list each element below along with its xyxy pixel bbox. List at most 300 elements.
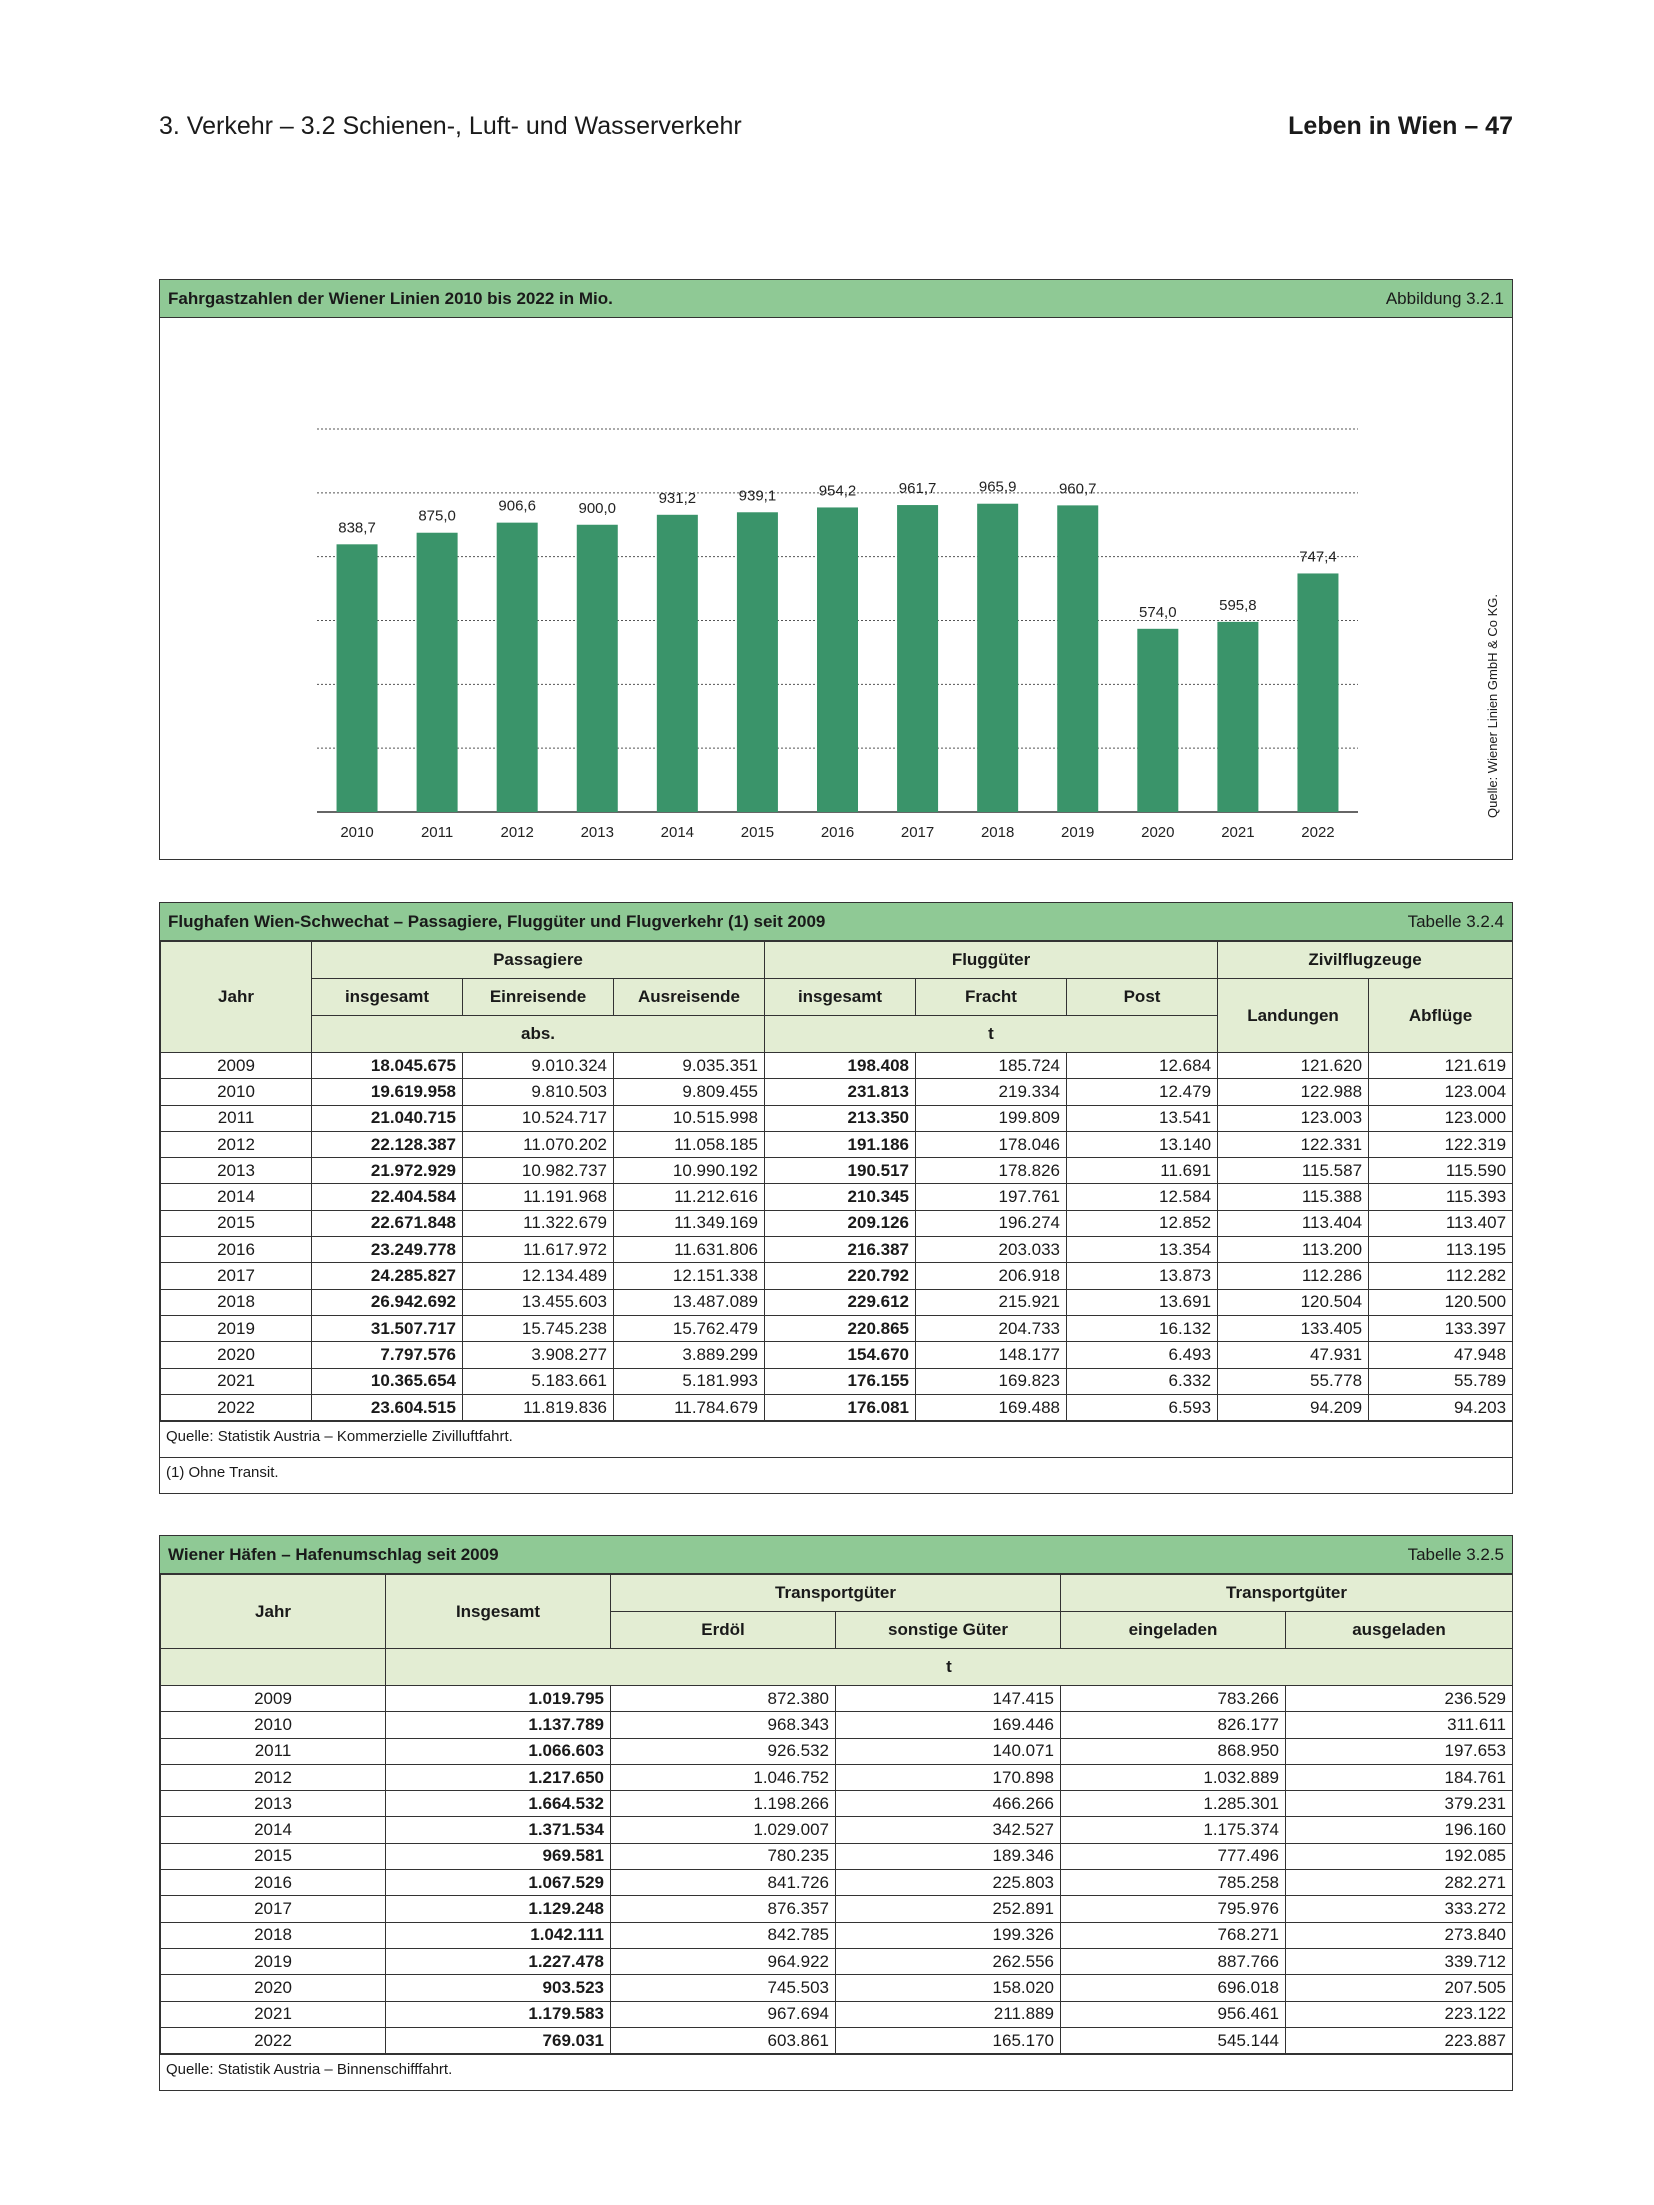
table-cell: 969.581 [386, 1843, 611, 1869]
harbour-table-title: Wiener Häfen – Hafenumschlag seit 2009 [168, 1545, 499, 1564]
table-cell: 231.813 [765, 1079, 916, 1105]
bar-chart [160, 318, 1512, 858]
table-cell: 165.170 [836, 2027, 1061, 2053]
col-header-einreisende: Einreisende [463, 979, 614, 1016]
table-cell: 12.684 [1067, 1053, 1218, 1079]
table-cell: 15.762.479 [614, 1315, 765, 1341]
chart-title-bar [160, 280, 1512, 318]
col-header-landungen: Landungen [1218, 979, 1369, 1053]
table-row [161, 1237, 1513, 1263]
table-cell: 94.203 [1369, 1394, 1513, 1420]
table-cell: 2011 [161, 1105, 312, 1131]
table-cell: 220.865 [765, 1315, 916, 1341]
table-cell: 122.319 [1369, 1131, 1513, 1157]
table-cell: 120.504 [1218, 1289, 1369, 1315]
table-cell: 115.590 [1369, 1158, 1513, 1184]
table-cell: 780.235 [611, 1843, 836, 1869]
table-cell: 23.249.778 [312, 1237, 463, 1263]
table-cell: 1.067.529 [386, 1870, 611, 1896]
table-cell: 203.033 [916, 1237, 1067, 1263]
x-tick-label: 2015 [740, 824, 775, 841]
table-cell: 31.507.717 [312, 1315, 463, 1341]
table-cell: 2014 [161, 1184, 312, 1210]
table-cell: 196.160 [1286, 1817, 1513, 1843]
table-cell: 11.322.679 [463, 1210, 614, 1236]
table-row [161, 1394, 1513, 1420]
table-cell: 2013 [161, 1791, 386, 1817]
table-cell: 2019 [161, 1948, 386, 1974]
table-cell: 1.029.007 [611, 1817, 836, 1843]
table-row [161, 1975, 1513, 2001]
table-row [161, 1738, 1513, 1764]
table-cell: 3.889.299 [614, 1342, 765, 1368]
table-cell: 112.282 [1369, 1263, 1513, 1289]
harbour-table [160, 1574, 1513, 2054]
table-cell: 9.810.503 [463, 1079, 614, 1105]
table-cell: 777.496 [1061, 1843, 1286, 1869]
table-cell: 13.691 [1067, 1289, 1218, 1315]
table-cell: 154.670 [765, 1342, 916, 1368]
table-cell: 926.532 [611, 1738, 836, 1764]
table-cell: 783.266 [1061, 1686, 1286, 1712]
table-cell: 545.144 [1061, 2027, 1286, 2053]
table-cell: 199.809 [916, 1105, 1067, 1131]
x-tick-label: 2014 [660, 824, 695, 841]
table-cell: 120.500 [1369, 1289, 1513, 1315]
unit-header-blank [161, 1649, 386, 1686]
chart-figure-label: Abbildung 3.2.1 [1385, 289, 1504, 308]
bar-2019 [1057, 505, 1098, 812]
table-cell: 10.982.737 [463, 1158, 614, 1184]
bar-2017 [897, 505, 938, 812]
table-cell: 2012 [161, 1131, 312, 1157]
table-cell: 11.058.185 [614, 1131, 765, 1157]
table-cell: 192.085 [1286, 1843, 1513, 1869]
table-cell: 11.631.806 [614, 1237, 765, 1263]
table-cell: 252.891 [836, 1896, 1061, 1922]
page-number: Leben in Wien – 47 [1288, 112, 1513, 140]
table-cell: 113.404 [1218, 1210, 1369, 1236]
table-cell: 115.393 [1369, 1184, 1513, 1210]
table-cell: 2017 [161, 1263, 312, 1289]
table-cell: 2012 [161, 1764, 386, 1790]
table-cell: 603.861 [611, 2027, 836, 2053]
table-cell: 133.405 [1218, 1315, 1369, 1341]
table-cell: 220.792 [765, 1263, 916, 1289]
table-cell: 1.198.266 [611, 1791, 836, 1817]
table-cell: 176.081 [765, 1394, 916, 1420]
col-header-abfluege: Abflüge [1369, 979, 1513, 1053]
col-header-zivilflugzeuge: Zivilflugzeuge [1218, 942, 1513, 979]
table-cell: 2014 [161, 1817, 386, 1843]
table-cell: 22.404.584 [312, 1184, 463, 1210]
table-row [161, 1131, 1513, 1157]
table-cell: 311.611 [1286, 1712, 1513, 1738]
col-header-ausreisende: Ausreisende [614, 979, 765, 1016]
bar-2020 [1137, 629, 1178, 812]
table-cell: 262.556 [836, 1948, 1061, 1974]
x-tick-label: 2012 [500, 824, 534, 841]
table-cell: 9.010.324 [463, 1053, 614, 1079]
table-cell: 199.326 [836, 1922, 1061, 1948]
table-cell: 47.948 [1369, 1342, 1513, 1368]
col-header-jahr: Jahr [161, 1575, 386, 1649]
table-cell: 826.177 [1061, 1712, 1286, 1738]
bar-value-label: 960,7 [1058, 480, 1097, 498]
x-tick-label: 2011 [420, 824, 454, 841]
table-cell: 223.887 [1286, 2027, 1513, 2053]
table-cell: 55.789 [1369, 1368, 1513, 1394]
table-cell: 10.990.192 [614, 1158, 765, 1184]
table-cell: 13.487.089 [614, 1289, 765, 1315]
table-cell: 1.227.478 [386, 1948, 611, 1974]
airport-table [160, 941, 1513, 1421]
table-cell: 26.942.692 [312, 1289, 463, 1315]
table-cell: 148.177 [916, 1342, 1067, 1368]
table-cell: 2009 [161, 1686, 386, 1712]
section-title: 3. Verkehr – 3.2 Schienen-, Luft- und Wasserverkehr [159, 112, 742, 140]
table-cell: 204.733 [916, 1315, 1067, 1341]
table-cell: 219.334 [916, 1079, 1067, 1105]
table-cell: 94.209 [1218, 1394, 1369, 1420]
table-row [161, 1105, 1513, 1131]
table-cell: 9.035.351 [614, 1053, 765, 1079]
table-row [161, 1870, 1513, 1896]
table-row [161, 1289, 1513, 1315]
col-header-post: Post [1067, 979, 1218, 1016]
bar-2021 [1217, 622, 1258, 812]
bar-2014 [657, 515, 698, 812]
table-row [161, 1948, 1513, 1974]
table-cell: 842.785 [611, 1922, 836, 1948]
table-row [161, 1686, 1513, 1712]
table-cell: 12.584 [1067, 1184, 1218, 1210]
table-cell: 11.191.968 [463, 1184, 614, 1210]
table-cell: 6.332 [1067, 1368, 1218, 1394]
col-header-insgesamt: Insgesamt [386, 1575, 611, 1649]
table-cell: 1.137.789 [386, 1712, 611, 1738]
col-header-insgesamt: insgesamt [312, 979, 463, 1016]
table-cell: 887.766 [1061, 1948, 1286, 1974]
table-cell: 2017 [161, 1896, 386, 1922]
col-header-ausgeladen: ausgeladen [1286, 1612, 1513, 1649]
x-tick-label: 2020 [1141, 824, 1175, 841]
table-cell: 5.183.661 [463, 1368, 614, 1394]
table-cell: 12.852 [1067, 1210, 1218, 1236]
table-cell: 768.271 [1061, 1922, 1286, 1948]
table-cell: 11.212.616 [614, 1184, 765, 1210]
table-cell: 2016 [161, 1237, 312, 1263]
harbour-table-title-bar [160, 1536, 1512, 1574]
table-cell: 2016 [161, 1870, 386, 1896]
table-cell: 113.200 [1218, 1237, 1369, 1263]
col-header-fracht: Fracht [916, 979, 1067, 1016]
bar-value-label: 961,7 [898, 480, 937, 498]
table-cell: 213.350 [765, 1105, 916, 1131]
table-cell: 113.407 [1369, 1210, 1513, 1236]
table-cell: 13.541 [1067, 1105, 1218, 1131]
col-header-fluggueter: Fluggüter [765, 942, 1218, 979]
chart-title: Fahrgastzahlen der Wiener Linien 2010 bis 2022 in Mio. [168, 289, 613, 308]
col-header-jahr: Jahr [161, 942, 312, 1053]
table-cell: 2010 [161, 1079, 312, 1105]
table-cell: 2020 [161, 1342, 312, 1368]
table-cell: 22.671.848 [312, 1210, 463, 1236]
table-row [161, 1263, 1513, 1289]
table-cell: 282.271 [1286, 1870, 1513, 1896]
table-cell: 872.380 [611, 1686, 836, 1712]
table-cell: 223.122 [1286, 2001, 1513, 2027]
bar-value-label: 838,7 [338, 519, 376, 537]
x-tick-label: 2021 [1221, 824, 1255, 841]
table-cell: 2015 [161, 1210, 312, 1236]
table-cell: 22.128.387 [312, 1131, 463, 1157]
table-cell: 10.365.654 [312, 1368, 463, 1394]
bar-value-label: 954,2 [818, 482, 857, 500]
table-row [161, 1342, 1513, 1368]
table-cell: 1.217.650 [386, 1764, 611, 1790]
col-header-erdoel: Erdöl [611, 1612, 836, 1649]
table-cell: 11.349.169 [614, 1210, 765, 1236]
table-row [161, 1053, 1513, 1079]
table-cell: 123.000 [1369, 1105, 1513, 1131]
table-cell: 133.397 [1369, 1315, 1513, 1341]
airport-table-title-bar [160, 903, 1512, 941]
table-cell: 6.593 [1067, 1394, 1218, 1420]
table-cell: 795.976 [1061, 1896, 1286, 1922]
table-cell: 2021 [161, 1368, 312, 1394]
table-cell: 18.045.675 [312, 1053, 463, 1079]
bar-value-label: 747,4 [1299, 548, 1337, 566]
bar-value-label: 574,0 [1139, 603, 1177, 621]
table-cell: 123.004 [1369, 1079, 1513, 1105]
table-cell: 876.357 [611, 1896, 836, 1922]
table-row [161, 1817, 1513, 1843]
x-tick-label: 2018 [980, 824, 1015, 841]
table-cell: 169.823 [916, 1368, 1067, 1394]
table-cell: 1.019.795 [386, 1686, 611, 1712]
airport-table-label: Tabelle 3.2.4 [1407, 912, 1504, 931]
table-cell: 55.778 [1218, 1368, 1369, 1394]
table-cell: 169.488 [916, 1394, 1067, 1420]
table-cell: 2018 [161, 1922, 386, 1948]
table-cell: 122.331 [1218, 1131, 1369, 1157]
harbour-table-label: Tabelle 3.2.5 [1407, 1545, 1504, 1564]
table-cell: 13.354 [1067, 1237, 1218, 1263]
table-cell: 903.523 [386, 1975, 611, 2001]
table-cell: 170.898 [836, 1764, 1061, 1790]
table-cell: 191.186 [765, 1131, 916, 1157]
table-cell: 2009 [161, 1053, 312, 1079]
table-cell: 5.181.993 [614, 1368, 765, 1394]
table-cell: 2011 [161, 1738, 386, 1764]
airport-table-footnote: (1) Ohne Transit. [160, 1457, 1512, 1493]
table-cell: 121.620 [1218, 1053, 1369, 1079]
table-row [161, 2027, 1513, 2053]
table-cell: 113.195 [1369, 1237, 1513, 1263]
table-cell: 466.266 [836, 1791, 1061, 1817]
table-cell: 785.258 [1061, 1870, 1286, 1896]
table-cell: 196.274 [916, 1210, 1067, 1236]
table-cell: 11.784.679 [614, 1394, 765, 1420]
chart-source: Quelle: Wiener Linien GmbH & Co KG. [1485, 594, 1500, 818]
bar-value-label: 931,2 [658, 489, 697, 507]
bar-value-label: 875,0 [418, 507, 456, 525]
table-cell: 2013 [161, 1158, 312, 1184]
table-cell: 176.155 [765, 1368, 916, 1394]
table-row [161, 2001, 1513, 2027]
table-cell: 15.745.238 [463, 1315, 614, 1341]
bar-value-label: 595,8 [1219, 596, 1257, 614]
table-cell: 209.126 [765, 1210, 916, 1236]
table-row [161, 1158, 1513, 1184]
table-cell: 342.527 [836, 1817, 1061, 1843]
table-cell: 236.529 [1286, 1686, 1513, 1712]
bar-2013 [577, 525, 618, 812]
table-row [161, 1368, 1513, 1394]
harbour-table-source: Quelle: Statistik Austria – Binnenschifffahrt. [160, 2054, 1512, 2090]
table-cell: 379.231 [1286, 1791, 1513, 1817]
table-cell: 158.020 [836, 1975, 1061, 2001]
bar-2015 [737, 512, 778, 812]
bar-value-label: 939,1 [738, 487, 777, 505]
x-tick-label: 2013 [580, 824, 614, 841]
table-cell: 16.132 [1067, 1315, 1218, 1341]
table-row [161, 1712, 1513, 1738]
table-cell: 3.908.277 [463, 1342, 614, 1368]
table-cell: 122.988 [1218, 1079, 1369, 1105]
x-tick-label: 2010 [340, 824, 374, 841]
col-header-transportgueter-2: Transportgüter [1061, 1575, 1513, 1612]
table-cell: 216.387 [765, 1237, 916, 1263]
table-cell: 123.003 [1218, 1105, 1369, 1131]
page-header [159, 112, 1513, 148]
table-cell: 215.921 [916, 1289, 1067, 1315]
table-cell: 178.046 [916, 1131, 1067, 1157]
table-cell: 968.343 [611, 1712, 836, 1738]
table-cell: 24.285.827 [312, 1263, 463, 1289]
airport-table-panel [159, 902, 1513, 1494]
table-cell: 13.873 [1067, 1263, 1218, 1289]
table-cell: 47.931 [1218, 1342, 1369, 1368]
table-cell: 1.129.248 [386, 1896, 611, 1922]
col-header-insgesamt-fluggueter: insgesamt [765, 979, 916, 1016]
table-cell: 189.346 [836, 1843, 1061, 1869]
table-cell: 2020 [161, 1975, 386, 2001]
table-cell: 178.826 [916, 1158, 1067, 1184]
bar-value-label: 906,6 [498, 497, 536, 515]
table-cell: 206.918 [916, 1263, 1067, 1289]
table-cell: 1.371.534 [386, 1817, 611, 1843]
table-cell: 140.071 [836, 1738, 1061, 1764]
table-cell: 112.286 [1218, 1263, 1369, 1289]
table-cell: 211.889 [836, 2001, 1061, 2027]
table-cell: 745.503 [611, 1975, 836, 2001]
table-cell: 7.797.576 [312, 1342, 463, 1368]
table-cell: 967.694 [611, 2001, 836, 2027]
table-cell: 1.032.889 [1061, 1764, 1286, 1790]
table-cell: 841.726 [611, 1870, 836, 1896]
table-cell: 2022 [161, 2027, 386, 2053]
table-cell: 210.345 [765, 1184, 916, 1210]
table-cell: 6.493 [1067, 1342, 1218, 1368]
col-header-passagiere: Passagiere [312, 942, 765, 979]
table-cell: 9.809.455 [614, 1079, 765, 1105]
table-cell: 2021 [161, 2001, 386, 2027]
unit-header-t: t [386, 1649, 1513, 1686]
x-tick-label: 2022 [1301, 824, 1335, 841]
table-cell: 10.524.717 [463, 1105, 614, 1131]
bar-2012 [497, 523, 538, 812]
table-row [161, 1896, 1513, 1922]
table-cell: 2019 [161, 1315, 312, 1341]
table-row [161, 1922, 1513, 1948]
table-cell: 1.285.301 [1061, 1791, 1286, 1817]
table-cell: 185.724 [916, 1053, 1067, 1079]
table-cell: 964.922 [611, 1948, 836, 1974]
bar-2010 [337, 544, 378, 812]
table-cell: 11.819.836 [463, 1394, 614, 1420]
table-row [161, 1184, 1513, 1210]
col-header-eingeladen: eingeladen [1061, 1612, 1286, 1649]
table-cell: 333.272 [1286, 1896, 1513, 1922]
x-tick-label: 2016 [820, 824, 855, 841]
table-row [161, 1210, 1513, 1236]
unit-header-t: t [765, 1016, 1218, 1053]
table-row [161, 1791, 1513, 1817]
table-cell: 1.664.532 [386, 1791, 611, 1817]
table-cell: 11.070.202 [463, 1131, 614, 1157]
harbour-table-panel [159, 1535, 1513, 2091]
table-row [161, 1843, 1513, 1869]
table-cell: 1.046.752 [611, 1764, 836, 1790]
table-cell: 769.031 [386, 2027, 611, 2053]
table-cell: 10.515.998 [614, 1105, 765, 1131]
table-cell: 115.388 [1218, 1184, 1369, 1210]
col-header-transportgueter-1: Transportgüter [611, 1575, 1061, 1612]
table-cell: 197.761 [916, 1184, 1067, 1210]
table-cell: 115.587 [1218, 1158, 1369, 1184]
table-cell: 12.151.338 [614, 1263, 765, 1289]
table-cell: 229.612 [765, 1289, 916, 1315]
table-cell: 12.134.489 [463, 1263, 614, 1289]
table-cell: 19.619.958 [312, 1079, 463, 1105]
table-cell: 21.040.715 [312, 1105, 463, 1131]
bar-2022 [1297, 573, 1338, 812]
table-cell: 2022 [161, 1394, 312, 1420]
col-header-sonstige-gueter: sonstige Güter [836, 1612, 1061, 1649]
table-cell: 197.653 [1286, 1738, 1513, 1764]
table-cell: 1.175.374 [1061, 1817, 1286, 1843]
table-cell: 1.066.603 [386, 1738, 611, 1764]
bar-value-label: 965,9 [978, 478, 1017, 496]
x-tick-label: 2019 [1061, 824, 1095, 841]
airport-table-title: Flughafen Wien-Schwechat – Passagiere, Fluggüter und Flugverkehr (1) seit 2009 [168, 912, 826, 931]
table-cell: 2018 [161, 1289, 312, 1315]
table-cell: 13.140 [1067, 1131, 1218, 1157]
table-cell: 13.455.603 [463, 1289, 614, 1315]
table-cell: 11.617.972 [463, 1237, 614, 1263]
table-cell: 207.505 [1286, 1975, 1513, 2001]
table-cell: 2015 [161, 1843, 386, 1869]
table-cell: 1.179.583 [386, 2001, 611, 2027]
table-cell: 169.446 [836, 1712, 1061, 1738]
bar-2018 [977, 504, 1018, 812]
table-cell: 147.415 [836, 1686, 1061, 1712]
table-cell: 23.604.515 [312, 1394, 463, 1420]
table-cell: 190.517 [765, 1158, 916, 1184]
bar-2011 [417, 533, 458, 812]
